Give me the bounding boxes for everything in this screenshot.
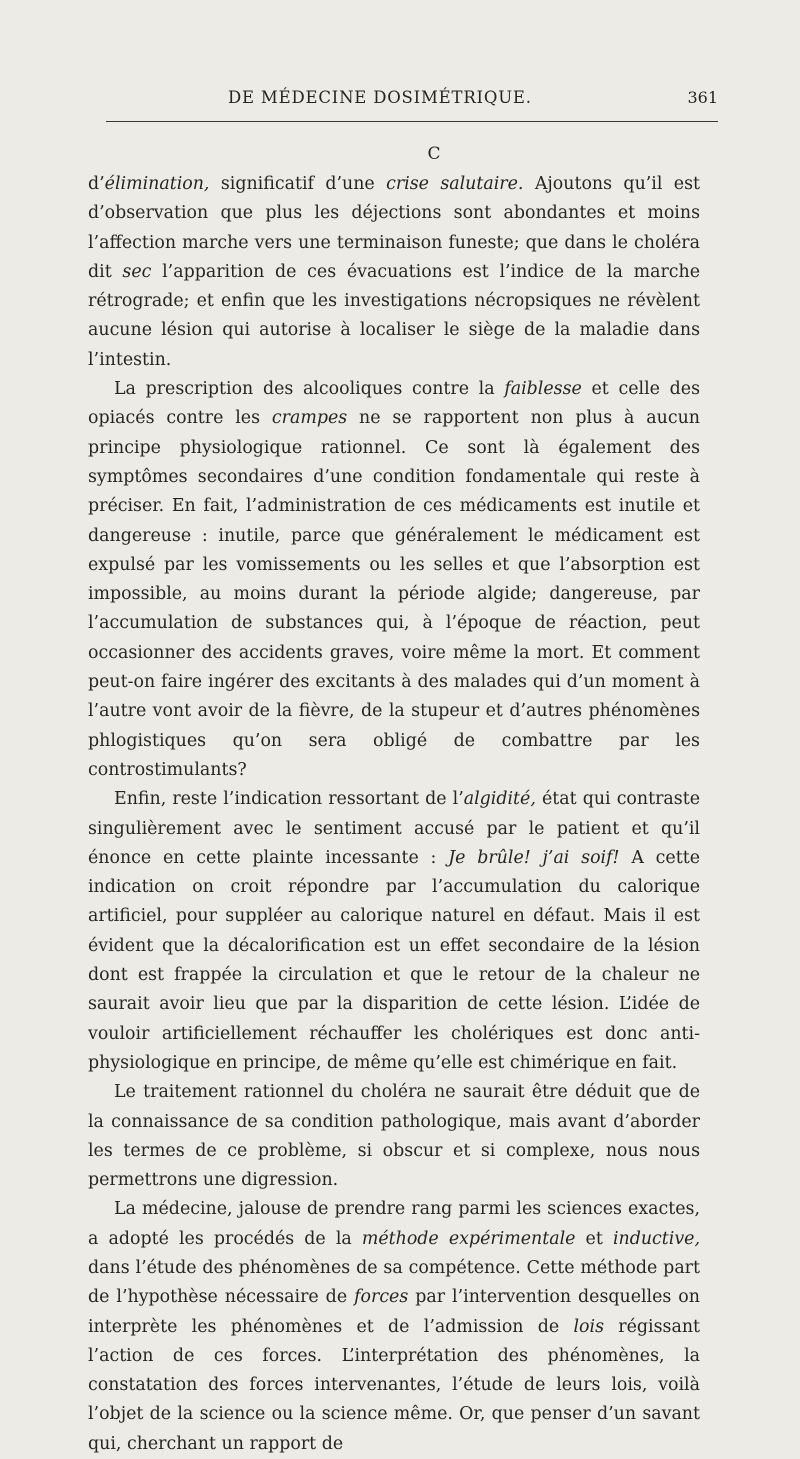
text-run: et <box>575 1228 613 1249</box>
text-run: et celle des opiacés contre les <box>88 379 700 429</box>
italic-run: faiblesse <box>504 379 582 400</box>
italic-run: lois <box>573 1316 605 1337</box>
text-run: d’ <box>88 174 105 194</box>
text-run: Le traitement rationnel du choléra ne saurait être déduit que de la connaissance de sa condition pathologique, mais avant d’aborder les termes de ce problème, si obscur et si complexe, nous nous permettrons une digression. <box>88 1082 700 1191</box>
text-run: Enfin, reste l’indication ressortant de l’ <box>114 789 464 810</box>
text-run: régissant l’action de ces forces. L’interprétation des phénomènes, la constatation des forces intervenantes, l’étude de leurs lois, voilà l’objet de la science ou la science même. Or, que penser d’un savant qui, cherchant un rapport de <box>88 1316 701 1454</box>
running-head <box>0 88 800 114</box>
paragraph <box>88 375 700 785</box>
paragraph <box>88 170 700 375</box>
text-run: La prescription des alcooliques contre la <box>114 379 505 400</box>
page-number: 361 <box>687 88 718 107</box>
paragraph <box>88 785 700 1078</box>
italic-run: inductive, <box>612 1228 700 1249</box>
italic-run: forces <box>354 1287 409 1308</box>
text-run: l’apparition de ces évacuations est l’indice de la marche rétrograde; et enfin que les investigations nécropsiques ne révèlent aucune lésion qui autorise à localiser le siège de la maladie dans l’intestin. <box>88 261 700 370</box>
body-text <box>88 170 700 1459</box>
text-run: Ajoutons qu’il est d’observation que plus les déjections sont abondantes et moins l’affection marche vers une terminaison funeste; que dans le choléra dit <box>88 174 701 282</box>
italic-run: crise salutaire. <box>386 174 524 194</box>
text-run: par l’intervention desquelles on interprète les phénomènes et de l’admission de <box>88 1287 700 1337</box>
italic-run: méthode expérimentale <box>361 1228 576 1249</box>
text-run: A cette indication on croit répondre par l’accumulation du calorique artificiel, pour suppléer au calorique naturel en défaut. Mais il est évident que la décalorification est un effet secondaire de la lésion dont est frappée la circulation et que le retour de la chaleur ne saurait avoir lieu que par la disparition de cette lésion. L’idée de vouloir artificiellement réchauffer les cholériques est donc anti-physiologique en principe, de même qu’elle est chimérique en fait. <box>88 847 700 1073</box>
italic-run: élimination, <box>104 174 210 194</box>
text-run: La médecine, jalouse de prendre rang parmi les sciences exactes, a adopté les procédés de la <box>88 1199 700 1249</box>
italic-run: sec <box>122 261 152 282</box>
paragraph <box>88 1078 700 1195</box>
text-run: dans l’étude des phénomènes de sa compétence. Cette méthode part de l’hypothèse nécessaire de <box>88 1257 700 1308</box>
italic-run: Je brûle! j’ai soif! <box>448 847 620 868</box>
header-rule <box>106 121 718 122</box>
signature-mark: C <box>427 144 441 164</box>
text-run: significatif d’une <box>209 174 387 194</box>
paragraph <box>88 1195 700 1459</box>
text-run: état qui contraste singulièrement avec le sentiment accusé par le patient et qu’il énonce en cette plainte incessante : <box>88 789 700 868</box>
italic-run: crampes <box>271 408 348 429</box>
text-run: ne se rapportent non plus à aucun principe physiologique rationnel. Ce sont là également des symptômes secondaires d’une condition fondamentale qui reste à préciser. En fait, l’administration de ces médicaments est inutile et dangereuse : inutile, parce que généralement le médicament est expulsé par les vomissements ou les selles et que l’absorption est impossible, au moins durant la période algide; dangereuse, par l’accumulation de substances qui, à l’époque de réaction, peut occasionner des accidents graves, voire même la mort. Et comment peut-on faire ingérer des excitants à des malades qui d’un moment à l’autre vont avoir de la fièvre, de la stupeur et d’autres phénomènes phlogistiques qu’on sera obligé de combattre par les controstimulants? <box>88 408 700 780</box>
running-title: DE MÉDECINE DOSIMÉTRIQUE. <box>228 88 532 107</box>
italic-run: algidité, <box>463 789 536 810</box>
